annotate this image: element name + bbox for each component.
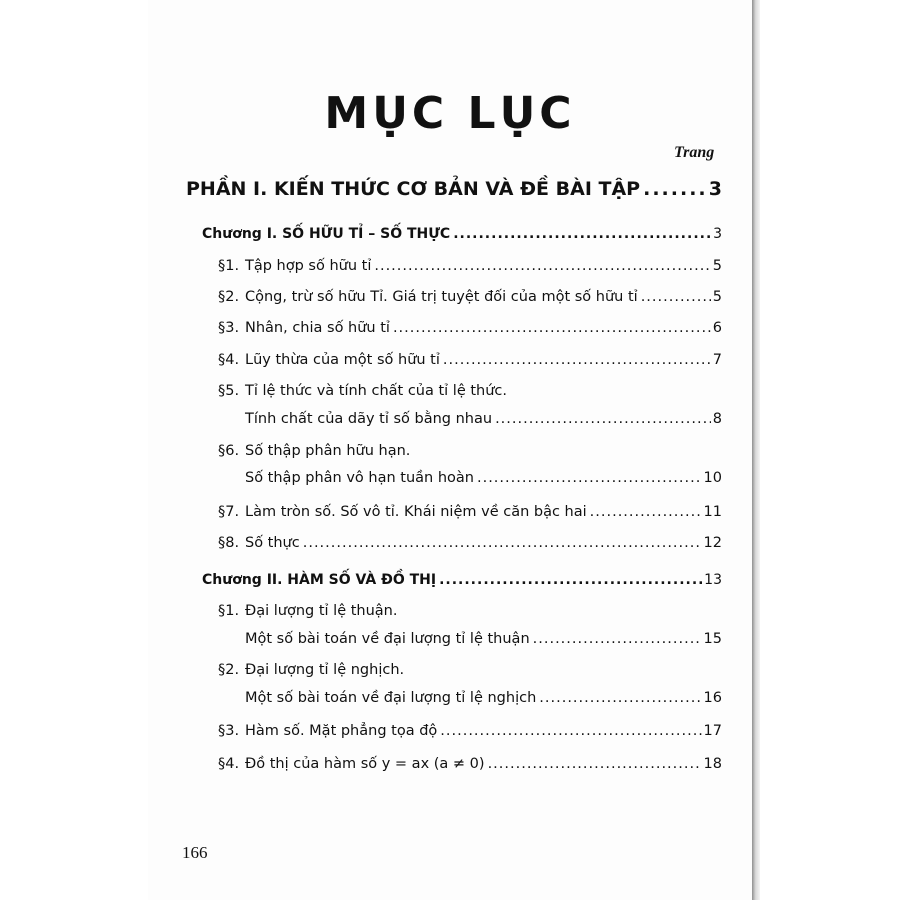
section-title: Tập hợp số hữu tỉ — [245, 258, 372, 274]
toc-page-number: 5 — [712, 258, 722, 274]
section-title: Tỉ lệ thức và tính chất của tỉ lệ thức. — [245, 383, 508, 399]
section-title-continued: Số thập phân vô hạn tuần hoàn — [245, 470, 474, 486]
toc-entry[interactable] — [218, 289, 722, 305]
dot-leader — [495, 411, 711, 427]
toc-page-number: 3 — [708, 178, 722, 200]
toc-entry-continuation[interactable] — [245, 631, 722, 647]
section-title-continued: Một số bài toán về đại lượng tỉ lệ nghịch — [245, 690, 537, 706]
section-number: §3. — [218, 723, 240, 739]
toc-entry[interactable] — [218, 258, 722, 274]
toc-entry-first-line[interactable] — [218, 443, 410, 459]
dot-leader — [393, 320, 711, 336]
section-number: §8. — [218, 535, 240, 551]
toc-entry-continuation[interactable] — [245, 411, 722, 427]
toc-entry-first-line[interactable] — [218, 603, 397, 619]
dot-leader — [643, 178, 707, 200]
toc-page-number: 8 — [712, 411, 722, 427]
section-title: Số thập phân hữu hạn. — [245, 443, 411, 459]
section-title-continued: Tính chất của dãy tỉ số bằng nhau — [245, 411, 493, 427]
toc-part-heading[interactable] — [186, 178, 722, 200]
toc-page-number: 15 — [703, 631, 722, 647]
section-number: §7. — [218, 504, 240, 520]
toc-entry-first-line[interactable] — [218, 383, 507, 399]
dot-leader — [443, 352, 711, 368]
toc-part-label: PHẦN I. KIẾN THỨC CƠ BẢN VÀ ĐỀ BÀI TẬP — [186, 178, 641, 200]
toc-page-number: 3 — [713, 226, 722, 242]
toc-entry-first-line[interactable] — [218, 662, 404, 678]
toc-page-number: 10 — [703, 470, 722, 486]
toc-page-number: 12 — [703, 535, 722, 551]
toc-entry[interactable] — [218, 756, 722, 772]
toc-entry[interactable] — [218, 320, 722, 336]
toc-chapter-label: Chương II. HÀM SỐ VÀ ĐỒ THỊ — [202, 572, 437, 588]
toc-entry-continuation[interactable] — [245, 470, 722, 486]
toc-page-number: 5 — [712, 289, 722, 305]
dot-leader — [488, 756, 702, 772]
section-title: Hàm số. Mặt phẳng tọa độ — [245, 723, 438, 739]
section-title: Đại lượng tỉ lệ nghịch. — [245, 662, 405, 678]
section-number: §2. — [218, 662, 240, 678]
dot-leader — [303, 535, 702, 551]
section-title: Nhân, chia số hữu tỉ — [245, 320, 390, 336]
toc-page-number: 18 — [703, 756, 722, 772]
dot-leader — [477, 470, 702, 486]
dot-leader — [439, 572, 702, 588]
page-column-label: Trang — [674, 144, 715, 161]
toc-chapter-label: Chương I. SỐ HỮU TỈ – SỐ THỰC — [202, 226, 451, 242]
toc-entry-continuation[interactable] — [245, 690, 722, 706]
toc-entry[interactable] — [218, 535, 722, 551]
toc-entry[interactable] — [218, 723, 722, 739]
section-title-continued: Một số bài toán về đại lượng tỉ lệ thuận — [245, 631, 530, 647]
dot-leader — [374, 258, 710, 274]
toc-page-number: 6 — [712, 320, 722, 336]
section-title: Đồ thị của hàm số y = ax (a ≠ 0) — [245, 756, 485, 772]
toc-page-number: 11 — [703, 504, 722, 520]
toc-page-number: 7 — [712, 352, 722, 368]
dot-leader — [440, 723, 701, 739]
section-title: Làm tròn số. Số vô tỉ. Khái niệm về căn bậc hai — [245, 504, 587, 520]
dot-leader — [453, 226, 711, 242]
toc-entry[interactable] — [218, 504, 722, 520]
page-title: MỤC LỤC — [324, 88, 576, 139]
section-number: §3. — [218, 320, 240, 336]
book-page — [148, 0, 752, 900]
toc-entry[interactable] — [218, 352, 722, 368]
section-title: Số thực — [245, 535, 300, 551]
dot-leader — [590, 504, 702, 520]
section-number: §2. — [218, 289, 240, 305]
section-title: Lũy thừa của một số hữu tỉ — [245, 352, 440, 368]
page-edge-shadow — [752, 0, 760, 900]
section-number: §1. — [218, 603, 240, 619]
dot-leader — [641, 289, 711, 305]
section-number: §4. — [218, 756, 240, 772]
dot-leader — [533, 631, 702, 647]
section-title: Cộng, trừ số hữu Tỉ. Giá trị tuyệt đối của một số hữu tỉ — [245, 289, 638, 305]
section-title: Đại lượng tỉ lệ thuận. — [245, 603, 398, 619]
toc-page-number: 17 — [703, 723, 722, 739]
section-number: §5. — [218, 383, 240, 399]
section-number: §6. — [218, 443, 240, 459]
toc-chapter-2[interactable] — [202, 572, 722, 588]
toc-page-number: 13 — [704, 572, 722, 588]
toc-chapter-1[interactable] — [202, 226, 722, 242]
toc-page-number: 16 — [703, 690, 722, 706]
dot-leader — [539, 690, 701, 706]
page-number: 166 — [182, 843, 208, 862]
section-number: §1. — [218, 258, 240, 274]
section-number: §4. — [218, 352, 240, 368]
